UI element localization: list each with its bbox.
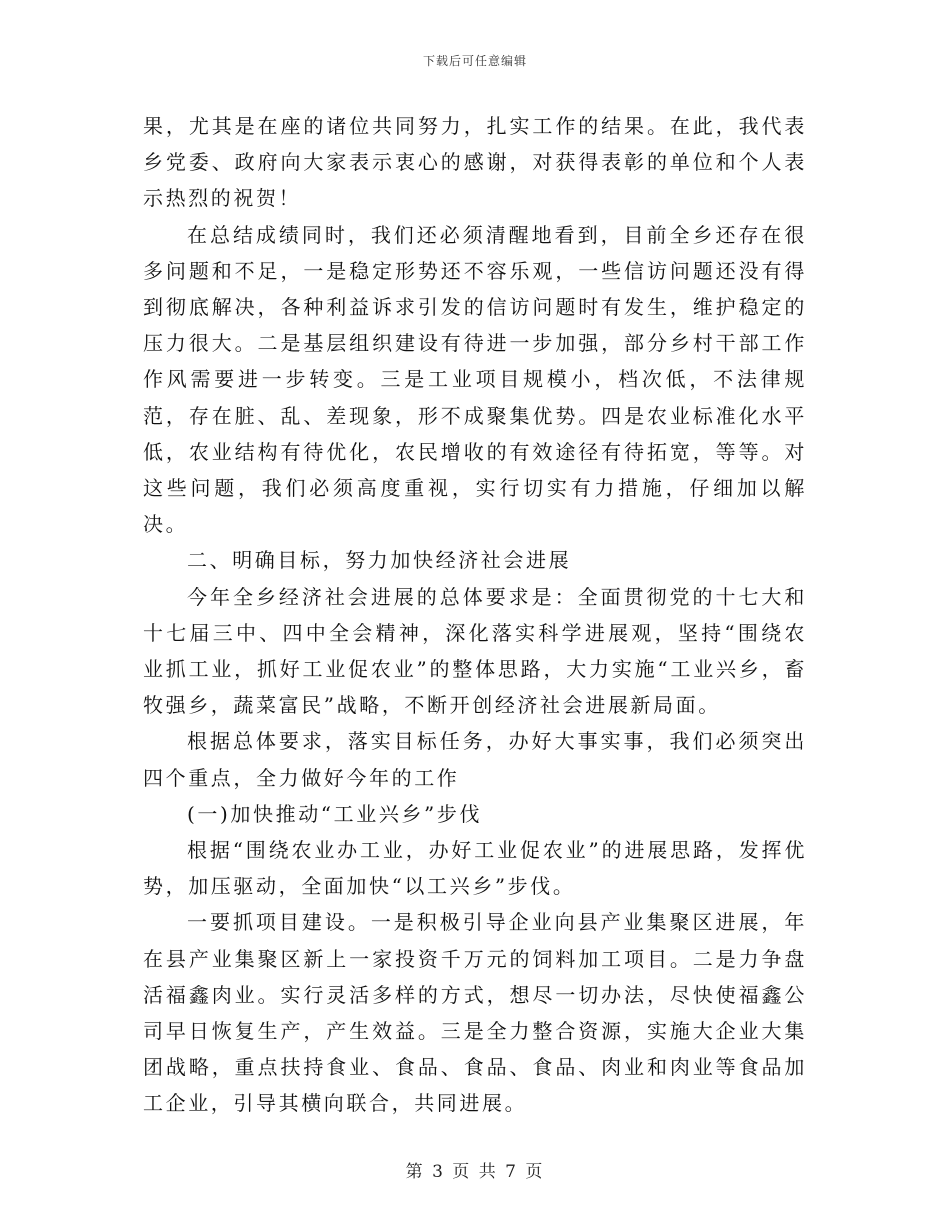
paragraph-problems: 在总结成绩同时，我们还必须清醒地看到，目前全乡还存在很多问题和不足，一是稳定形势还不容乐观，一些信访问题还没有得到彻底解决，各种利益诉求引发的信访问题时有发生，维护稳定的压力很大。二是基层组织建设有待进一步加强，部分乡村干部工作作风需要进一步转变。三是工业项目规模小，档次低，不法律规范，存在脏、乱、差现象，形不成聚集优势。四是农业标准化水平低，农业结构有待优化，农民增收的有效途径有待拓宽，等等。对这些问题，我们必须高度重视，实行切实有力措施，仔细加以解决。 [143,222,807,537]
paragraph-requirements: 今年全乡经济社会进展的总体要求是：全面贯彻党的十七大和十七届三中、四中全会精神，深化落实科学进展观，坚持“围绕农业抓工业，抓好工业促农业”的整体思路，大力实施“工业兴乡，畜牧强乡，蔬菜富民”战略，不断开创经济社会进展新局面。 [143,584,807,718]
page-number: 第 3 页 共 7 页 [405,1162,545,1182]
page-header: 下载后可任意编辑 [422,54,527,68]
paragraph-approach: 根据“围绕农业办工业，办好工业促农业”的进展思路，发挥优势，加压驱动，全面加快“以工兴乡”步伐。 [143,838,807,899]
body-text [143,108,807,1122]
paragraph-continuation: 果，尤其是在座的诸位共同努力，扎实工作的结果。在此，我代表乡党委、政府向大家表示衷心的感谢，对获得表彰的单位和个人表示热烈的祝贺！ [143,114,807,211]
subsection-heading: (一)加快推动“工业兴乡”步伐 [187,801,483,826]
paragraph-key-points: 根据总体要求，落实目标任务，办好大事实事，我们必须突出四个重点，全力做好今年的工作 [143,729,807,790]
section-heading: 二、明确目标，努力加快经济社会进展 [187,548,572,573]
paragraph-projects: 一要抓项目建设。一是积极引导企业向县产业集聚区进展，年在县产业集聚区新上一家投资千万元的饲料加工项目。二是力争盘活福鑫肉业。实行灵活多样的方式，想尽一切办法，尽快使福鑫公司早日恢复生产，产生效益。三是全力整合资源，实施大企业大集团战略，重点扶持食业、食品、食品、食品、肉业和肉业等食品加工企业，引导其横向联合，共同进展。 [143,910,807,1116]
